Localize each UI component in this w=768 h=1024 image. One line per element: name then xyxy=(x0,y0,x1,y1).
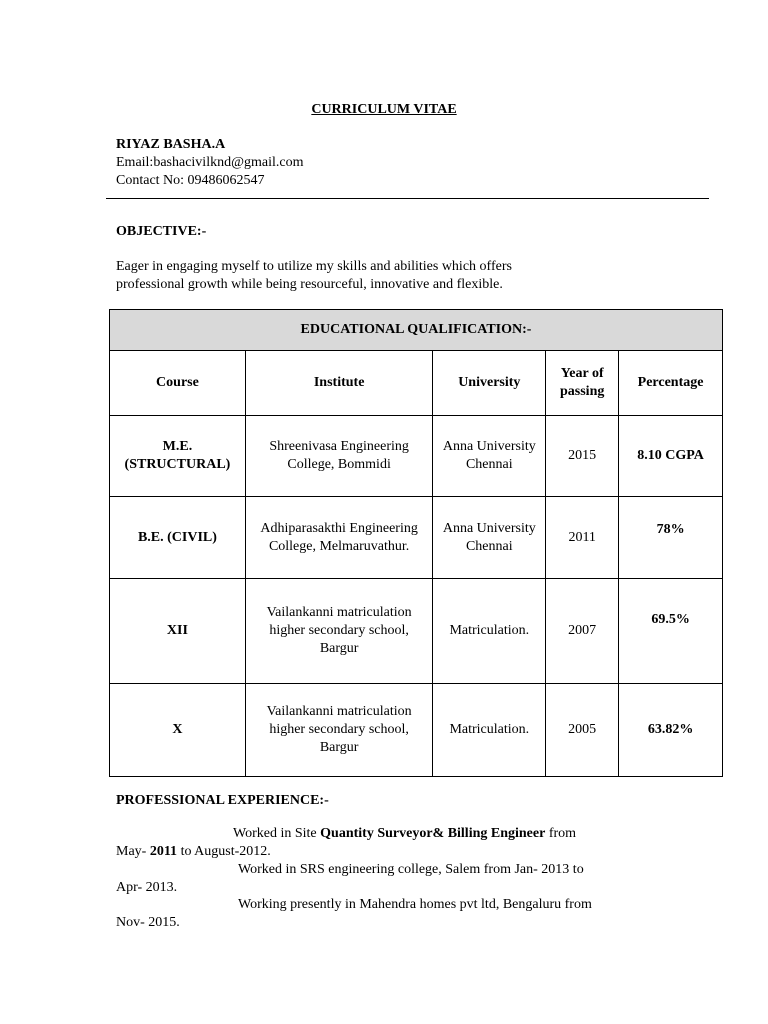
document-title: CURRICULUM VITAE xyxy=(311,102,457,117)
experience-3-line-2: Nov- 2015. xyxy=(116,915,180,930)
experience-1-role: Quantity Surveyor& Billing Engineer xyxy=(320,826,546,841)
column-header-year: Year of passing xyxy=(546,351,619,416)
objective-line-2: professional growth while being resourceful, innovative and flexible. xyxy=(116,277,503,292)
percentage-cell: 63.82% xyxy=(619,684,723,777)
year-cell: 2007 xyxy=(546,579,619,684)
candidate-name: RIYAZ BASHA.A xyxy=(116,137,226,152)
contact-line: Contact No: 09486062547 xyxy=(116,173,265,188)
percentage-cell: 78% xyxy=(619,497,723,579)
experience-1-suffix: from xyxy=(545,826,577,841)
institute-cell: Shreenivasa Engineering College, Bommidi xyxy=(245,416,433,497)
experience-1-to: to August-2012. xyxy=(177,844,271,859)
table-row xyxy=(110,579,723,684)
experience-1-from: May- xyxy=(116,844,150,859)
experience-1-line-2 xyxy=(116,843,271,861)
institute-cell: Adhiparasakthi Engineering College, Melmaruvathur. xyxy=(245,497,433,579)
institute-cell: Vailankanni matriculation higher secondary school, Bargur xyxy=(245,684,433,777)
institute-cell: Vailankanni matriculation higher secondary school, Bargur xyxy=(245,579,433,684)
objective-line-1: Eager in engaging myself to utilize my skills and abilities which offers xyxy=(116,259,512,274)
table-row xyxy=(110,684,723,777)
percentage-cell: 8.10 CGPA xyxy=(619,416,723,497)
experience-1-line-1 xyxy=(233,825,576,843)
objective-heading: OBJECTIVE:- xyxy=(116,224,207,239)
table-header-row xyxy=(110,351,723,416)
course-cell: XII xyxy=(110,579,246,684)
table-row xyxy=(110,497,723,579)
year-cell: 2015 xyxy=(546,416,619,497)
university-cell: Matriculation. xyxy=(433,579,546,684)
experience-1-text: Worked in Site xyxy=(233,826,321,841)
year-cell: 2011 xyxy=(546,497,619,579)
education-heading: EDUCATIONAL QUALIFICATION:- xyxy=(110,310,723,351)
university-cell: Anna University Chennai xyxy=(433,497,546,579)
education-table xyxy=(109,309,723,777)
table-row xyxy=(110,416,723,497)
column-header-institute: Institute xyxy=(245,351,433,416)
experience-heading: PROFESSIONAL EXPERIENCE:- xyxy=(116,793,329,808)
university-cell: Anna University Chennai xyxy=(433,416,546,497)
course-cell: X xyxy=(110,684,246,777)
email-line: Email:bashacivilknd@gmail.com xyxy=(116,155,304,170)
column-header-course: Course xyxy=(110,351,246,416)
university-cell: Matriculation. xyxy=(433,684,546,777)
column-header-university: University xyxy=(433,351,546,416)
course-cell: B.E. (CIVIL) xyxy=(110,497,246,579)
percentage-cell: 69.5% xyxy=(619,579,723,684)
course-cell: M.E. (STRUCTURAL) xyxy=(110,416,246,497)
column-header-percentage: Percentage xyxy=(619,351,723,416)
experience-1-year: 2011 xyxy=(149,844,178,859)
year-cell: 2005 xyxy=(546,684,619,777)
experience-3-line-1: Working presently in Mahendra homes pvt ltd, Bengaluru from xyxy=(238,897,592,912)
education-heading-row xyxy=(110,310,723,351)
header-divider xyxy=(106,198,709,199)
experience-2-line-1: Worked in SRS engineering college, Salem from Jan- 2013 to xyxy=(238,862,584,877)
experience-2-line-2: Apr- 2013. xyxy=(116,880,178,895)
